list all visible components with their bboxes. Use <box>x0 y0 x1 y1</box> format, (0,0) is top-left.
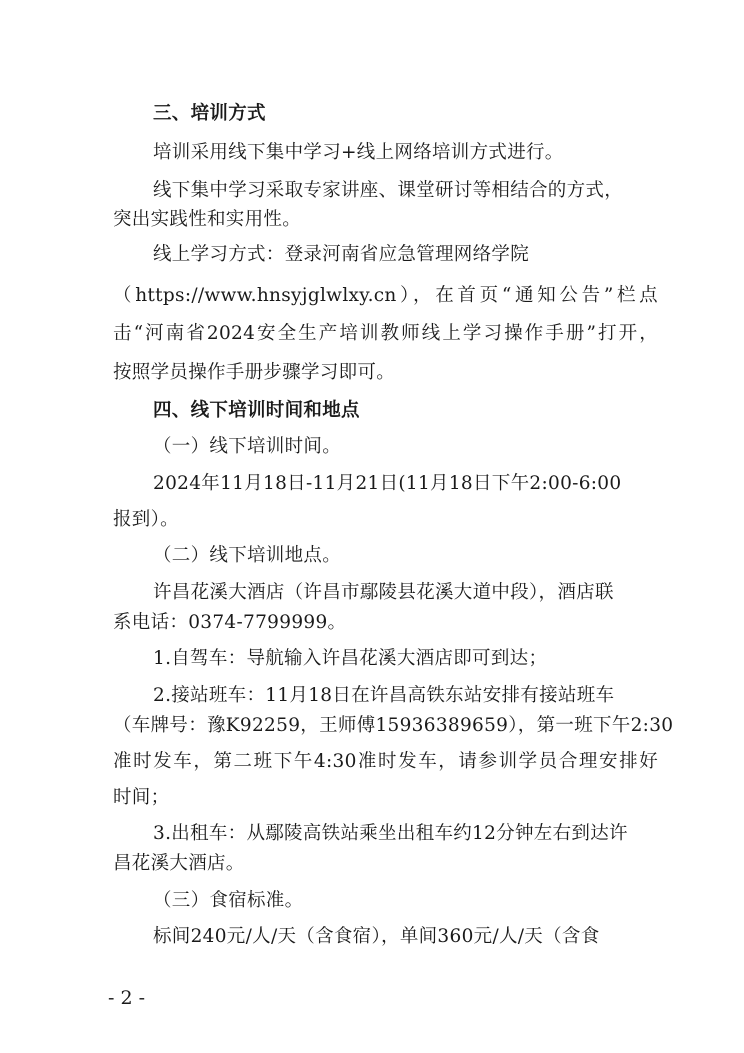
transport-item-shuttle-line-3: 准时发车，第二班下午4:30准时发车，请参训学员合理安排好 <box>113 751 658 772</box>
transport-item-shuttle-line-4: 时间； <box>113 787 170 808</box>
offline-method-line-1: 线下集中学习采取专家讲座、课堂研讨等相结合的方式， <box>153 180 624 201</box>
training-time-line-2: 报到）。 <box>113 509 179 530</box>
training-time-line-1: 2024年11月18日-11月21日(11月18日下午2:00-6:00 <box>153 473 622 494</box>
transport-item-taxi-line-2: 昌花溪大酒店。 <box>113 853 245 874</box>
transport-item-driving: 1.自驾车：导航输入许昌花溪大酒店即可到达； <box>153 648 548 669</box>
offline-method-line-2: 突出实践性和实用性。 <box>113 209 302 230</box>
online-method-line-4: 按照学员操作手册步骤学习即可。 <box>113 362 396 383</box>
online-method-line-1: 线上学习方式：登录河南省应急管理网络学院 <box>153 244 530 265</box>
transport-item-taxi-line-1: 3.出租车：从鄢陵高铁站乘坐出租车约12分钟左右到达许 <box>153 823 628 844</box>
subheading-training-time: （一）线下培训时间。 <box>153 436 342 457</box>
training-method-text: 培训采用线下集中学习+线上网络培训方式进行。 <box>153 142 564 163</box>
section-3-heading: 三、培训方式 <box>153 103 266 124</box>
online-method-line-3: 击“河南省2024安全生产培训教师线上学习操作手册”打开， <box>113 323 658 344</box>
transport-item-shuttle-line-2: （车牌号：豫K92259，王师傅15936389659），第一班下午2:30 <box>113 715 674 736</box>
subheading-training-venue: （二）线下培训地点。 <box>153 545 342 566</box>
venue-line-1: 许昌花溪大酒店（许昌市鄢陵县花溪大道中段），酒店联 <box>153 582 614 603</box>
section-4-heading: 四、线下培训时间和地点 <box>153 400 360 421</box>
online-method-line-2: （https://www.hnsyjglwlxy.cn），在首页“通知公告”栏点 <box>113 285 658 306</box>
page-number: - 2 - <box>108 987 146 1009</box>
lodging-standard-line-1: 标间240元/人/天（含食宿），单间360元/人/天（含食 <box>153 926 600 947</box>
transport-item-shuttle-line-1: 2.接站班车：11月18日在许昌高铁东站安排有接站班车 <box>153 685 615 706</box>
subheading-lodging: （三）食宿标准。 <box>153 890 304 911</box>
venue-line-2: 系电话：0374-7799999。 <box>113 612 347 633</box>
